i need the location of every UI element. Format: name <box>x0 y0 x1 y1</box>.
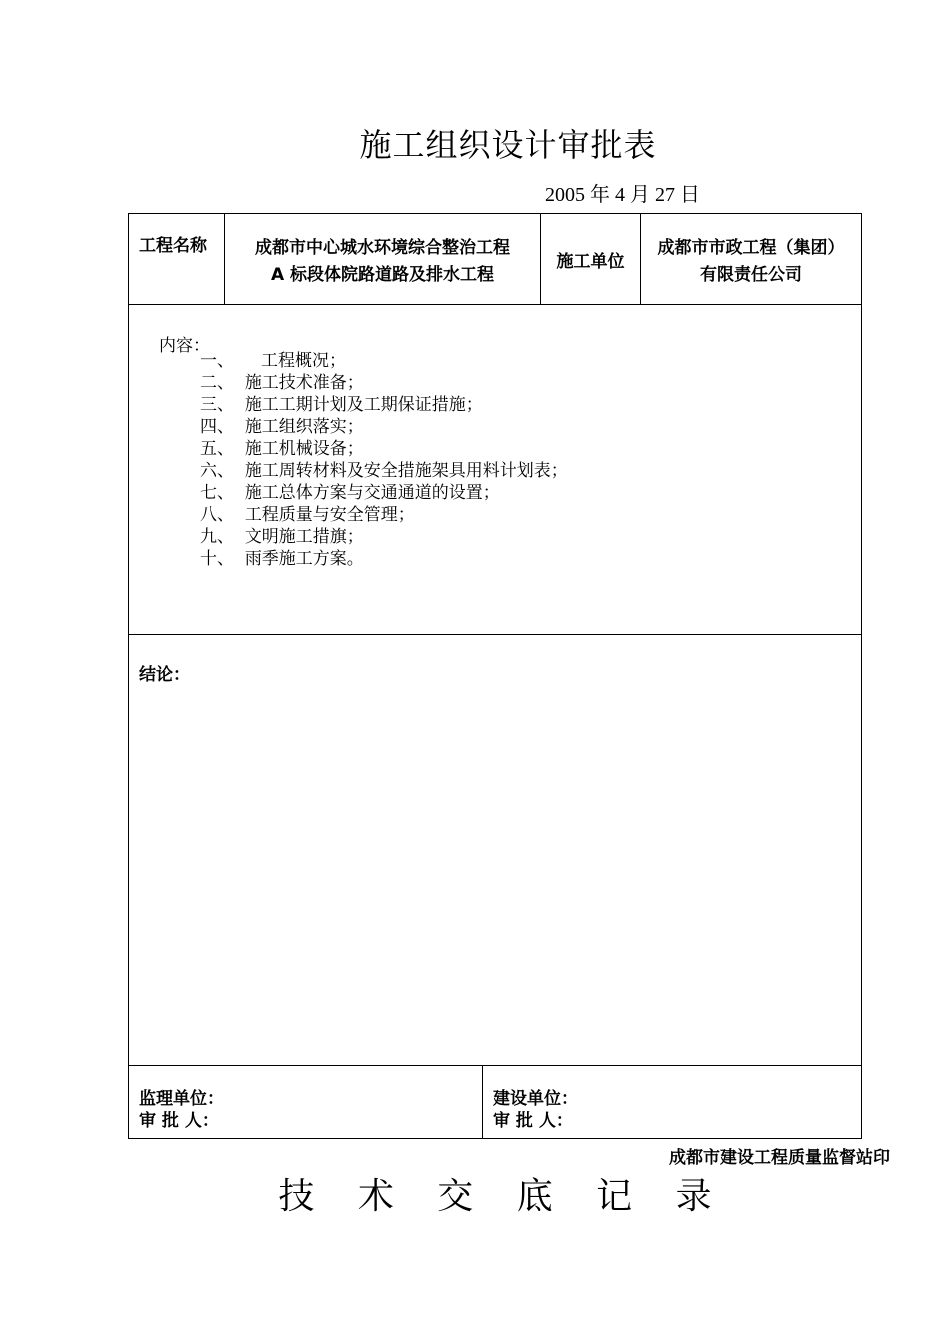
contractor-label-cell <box>540 213 641 305</box>
project-name-line2: A 标段体院路道路及排水工程 <box>270 265 495 285</box>
contractor-label: 施工单位 <box>556 251 625 272</box>
list-item: 四、 施工组织落实； <box>200 417 364 437</box>
list-item: 七、 施工总体方案与交通通道的设置； <box>200 483 500 503</box>
list-item: 八、 工程质量与安全管理； <box>200 505 415 525</box>
supervisor-cell <box>128 1065 483 1139</box>
contractor-name-cell <box>640 213 862 305</box>
list-item: 五、 施工机械设备； <box>200 439 364 459</box>
builder-approver-label: 审 批 人： <box>493 1111 573 1131</box>
project-name-line1: 成都市中心城水环境综合整治工程 <box>255 238 510 258</box>
content-list <box>200 350 568 570</box>
contractor-line1: 成都市市政工程（集团） <box>657 238 845 258</box>
list-item: 三、 施工工期计划及工期保证措施； <box>200 395 483 415</box>
conclusion-label: 结论： <box>139 665 190 685</box>
list-item: 六、 施工周转材料及安全措施架具用料计划表； <box>200 461 568 481</box>
project-name-cell <box>224 213 541 305</box>
issuer-note: 成都市建设工程质量监督站印 <box>669 1148 890 1168</box>
list-item: 一、 工程概况； <box>200 351 347 371</box>
supervisor-approver-label: 审 批 人： <box>139 1111 219 1131</box>
contractor-line2: 有限责任公司 <box>700 265 802 285</box>
supervisor-unit-label: 监理单位： <box>139 1089 224 1109</box>
next-section-title: 技 术 交 底 记 录 <box>278 1176 728 1217</box>
content-label: 内容： <box>159 336 210 356</box>
builder-unit-label: 建设单位： <box>493 1089 578 1109</box>
project-label-cell <box>128 213 225 305</box>
list-item: 九、 文明施工措旗； <box>200 527 364 547</box>
builder-cell <box>482 1065 862 1139</box>
date: 2005 年 4 月 27 日 <box>545 184 700 206</box>
project-label: 工程名称 <box>139 236 207 256</box>
list-item: 十、 雨季施工方案。 <box>200 549 364 569</box>
list-item: 二、 施工技术准备； <box>200 373 364 393</box>
conclusion-cell <box>128 634 862 1066</box>
page-title: 施工组织设计审批表 <box>359 126 657 164</box>
